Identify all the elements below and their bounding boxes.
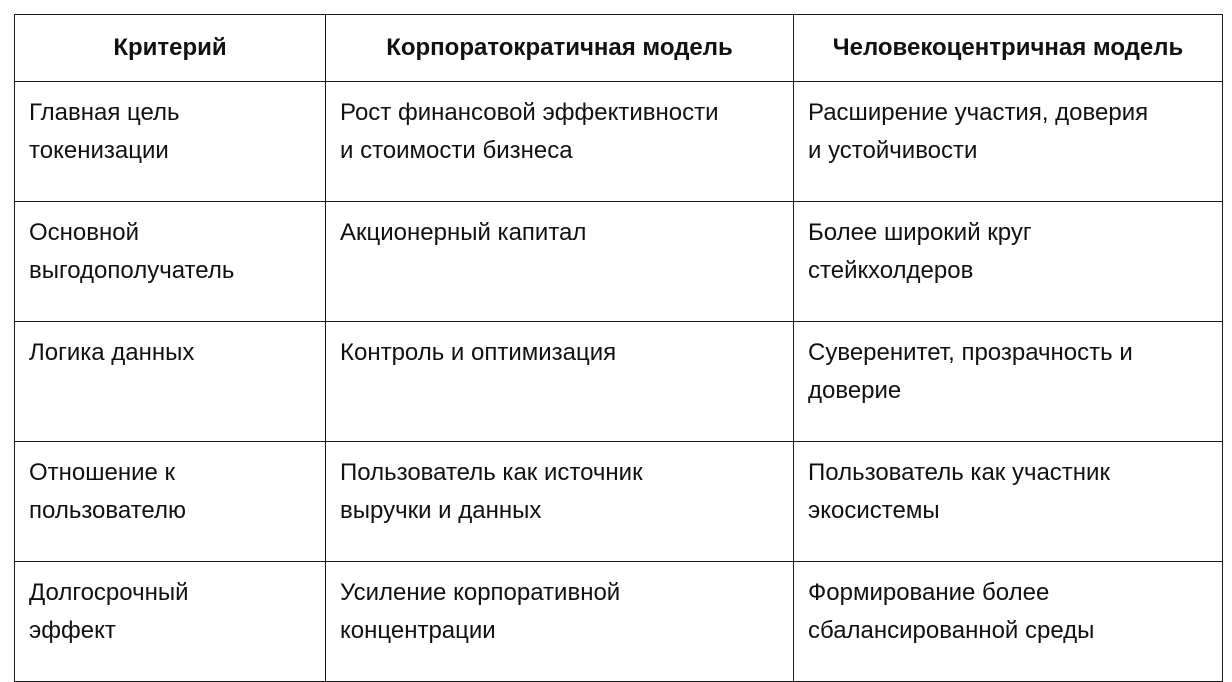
- cell-human: [794, 442, 1223, 562]
- cell-line: токенизации: [29, 137, 169, 164]
- cell-line: Основной: [29, 219, 140, 246]
- cell-line: доверие: [808, 377, 902, 404]
- cell-criterion: [15, 82, 326, 202]
- header-row: [15, 15, 1223, 82]
- cell-line: сбалансированной среды: [808, 617, 1095, 644]
- table-body: [15, 82, 1223, 682]
- table-header: [15, 15, 1223, 82]
- cell-line: Суверенитет, прозрачность и: [808, 339, 1133, 366]
- cell-human: [794, 322, 1223, 442]
- cell-line: Пользователь как источник: [340, 459, 643, 486]
- cell-corporate: [326, 202, 794, 322]
- cell-line: Контроль и оптимизация: [340, 339, 617, 366]
- cell-human: [794, 82, 1223, 202]
- cell-human: [794, 202, 1223, 322]
- cell-line: выгодополучатель: [29, 257, 235, 284]
- cell-line: концентрации: [340, 617, 496, 644]
- cell-criterion: [15, 322, 326, 442]
- table-row: [15, 322, 1223, 442]
- cell-corporate: [326, 442, 794, 562]
- cell-criterion: [15, 202, 326, 322]
- cell-line: стейкхолдеров: [808, 257, 974, 284]
- cell-corporate: [326, 322, 794, 442]
- cell-corporate: [326, 562, 794, 682]
- cell-line: экосистемы: [808, 497, 940, 524]
- cell-line: Расширение участия, доверия: [808, 99, 1149, 126]
- cell-line: Формирование более: [808, 579, 1050, 606]
- cell-line: и устойчивости: [808, 137, 978, 164]
- cell-line: Главная цель: [29, 99, 180, 126]
- header-human-model: Человекоцентричная модель: [794, 15, 1223, 82]
- cell-line: Пользователь как участник: [808, 459, 1110, 486]
- table-row: [15, 82, 1223, 202]
- cell-line: пользователю: [29, 497, 186, 524]
- cell-criterion: [15, 562, 326, 682]
- cell-line: Долгосрочный: [29, 579, 189, 606]
- table-row: [15, 202, 1223, 322]
- cell-line: Более широкий круг: [808, 219, 1032, 246]
- table-row: [15, 562, 1223, 682]
- header-corporate-model: Корпоратократичная модель: [326, 15, 794, 82]
- cell-criterion: [15, 442, 326, 562]
- header-criterion: Критерий: [15, 15, 326, 82]
- table-row: [15, 442, 1223, 562]
- cell-line: выручки и данных: [340, 497, 542, 524]
- cell-line: Отношение к: [29, 459, 176, 486]
- cell-line: Логика данных: [29, 339, 195, 366]
- cell-line: Усиление корпоративной: [340, 579, 621, 606]
- cell-line: Акционерный капитал: [340, 219, 587, 246]
- cell-corporate: [326, 82, 794, 202]
- cell-human: [794, 562, 1223, 682]
- cell-line: Рост финансовой эффективности: [340, 99, 719, 126]
- cell-line: эффект: [29, 617, 116, 644]
- cell-line: и стоимости бизнеса: [340, 137, 573, 164]
- comparison-table: [14, 14, 1223, 682]
